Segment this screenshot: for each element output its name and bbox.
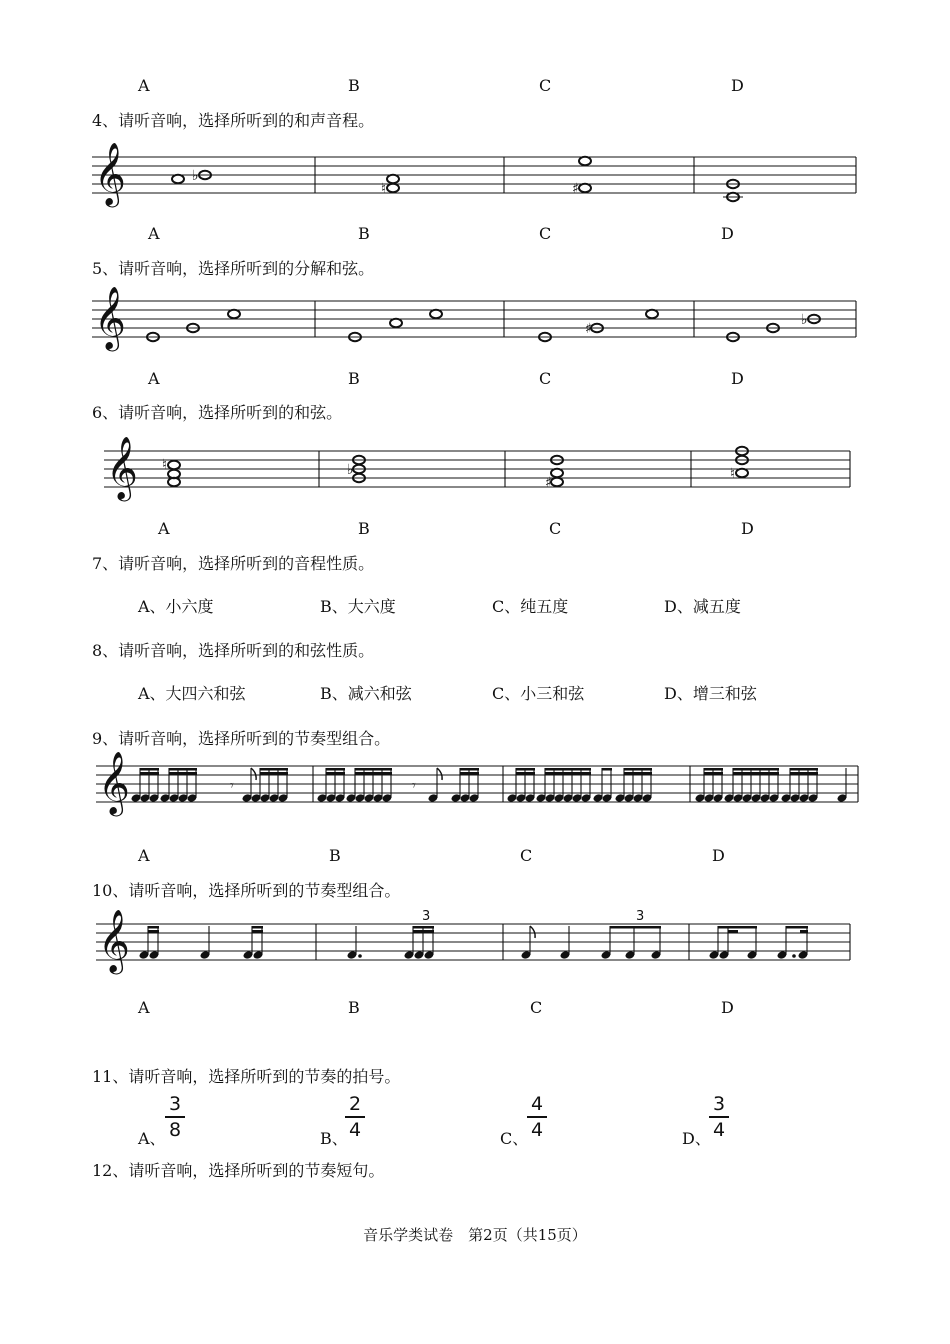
dot bbox=[358, 954, 362, 958]
question-4: 4、请听音响，选择所听到的和声音程。 bbox=[92, 111, 375, 130]
svg-text:♮: ♮ bbox=[162, 457, 168, 473]
beam bbox=[704, 768, 723, 771]
option-letter: C bbox=[539, 369, 552, 388]
beam bbox=[516, 772, 535, 775]
staff-q5 bbox=[0, 286, 950, 366]
option-a[interactable]: A、大四六和弦 bbox=[138, 684, 246, 703]
option-letter: B bbox=[348, 369, 360, 388]
option-a[interactable]: A、小六度 bbox=[138, 597, 214, 616]
option-b[interactable]: B、大六度 bbox=[320, 597, 396, 616]
beam bbox=[326, 768, 345, 771]
beam bbox=[355, 772, 392, 775]
time-signature-d: 3 4 bbox=[709, 1094, 729, 1140]
option-d[interactable]: D、 bbox=[682, 1129, 711, 1148]
treble-clef-icon: 𝄞 bbox=[98, 909, 130, 972]
question-12: 12、请听音响，选择所听到的节奏短句。 bbox=[92, 1161, 385, 1180]
beam bbox=[718, 926, 757, 929]
svg-text:♭: ♭ bbox=[801, 312, 808, 328]
option-letter: C bbox=[530, 998, 543, 1017]
question-9: 9、请听音响，选择所听到的节奏型组合。 bbox=[92, 729, 391, 748]
beam bbox=[326, 772, 345, 775]
option-c[interactable]: C、纯五度 bbox=[492, 597, 569, 616]
beam bbox=[790, 772, 818, 775]
option-c[interactable]: C、 bbox=[500, 1129, 529, 1148]
option-letter: B bbox=[348, 998, 360, 1017]
option-letter: D bbox=[721, 998, 734, 1017]
beam bbox=[733, 768, 779, 771]
beam bbox=[704, 772, 723, 775]
option-letter: C bbox=[539, 224, 552, 243]
rest-icon: 𝄾 bbox=[412, 778, 416, 794]
option-letter: A bbox=[138, 998, 150, 1017]
beam bbox=[516, 768, 535, 771]
option-letter: C bbox=[539, 76, 552, 95]
beam bbox=[140, 768, 159, 771]
option-c[interactable]: C、小三和弦 bbox=[492, 684, 585, 703]
question-7: 7、请听音响，选择所听到的音程性质。 bbox=[92, 554, 375, 573]
beam bbox=[624, 772, 652, 775]
question-6: 6、请听音响，选择所听到的和弦。 bbox=[92, 403, 343, 422]
option-letter: D bbox=[712, 846, 725, 865]
beam bbox=[252, 930, 263, 933]
treble-clef-icon: 𝄞 bbox=[98, 751, 130, 814]
beam bbox=[148, 926, 159, 929]
triplet-mark: 3 bbox=[636, 909, 645, 924]
note-flag bbox=[437, 768, 442, 780]
option-letter: A bbox=[158, 519, 170, 538]
staff-q4 bbox=[0, 140, 950, 220]
option-d[interactable]: D、减五度 bbox=[664, 597, 741, 616]
rest-icon: 𝄾 bbox=[230, 778, 234, 794]
option-letter: B bbox=[358, 519, 370, 538]
beam bbox=[545, 768, 591, 771]
note-flag bbox=[530, 926, 535, 938]
option-letter: C bbox=[549, 519, 562, 538]
beam bbox=[790, 768, 818, 771]
time-signature-a: 3 8 bbox=[165, 1094, 185, 1140]
beam bbox=[252, 926, 263, 929]
beam bbox=[413, 926, 434, 929]
beam bbox=[169, 772, 197, 775]
svg-text:♮: ♮ bbox=[381, 181, 387, 197]
option-letter: D bbox=[731, 76, 744, 95]
beam bbox=[728, 930, 738, 933]
treble-clef-icon: 𝄞 bbox=[94, 286, 126, 349]
beam bbox=[786, 926, 808, 929]
beam bbox=[355, 768, 392, 771]
triplet-mark: 3 bbox=[422, 909, 431, 924]
treble-clef-icon: 𝄞 bbox=[106, 436, 138, 499]
svg-text:♭: ♭ bbox=[192, 168, 199, 184]
staff-q6 bbox=[0, 434, 950, 514]
question-5: 5、请听音响，选择所听到的分解和弦。 bbox=[92, 259, 375, 278]
dot bbox=[792, 954, 796, 958]
option-letter: D bbox=[721, 224, 734, 243]
option-b[interactable]: B、 bbox=[320, 1129, 348, 1148]
question-11: 11、请听音响，选择所听到的节奏的拍号。 bbox=[92, 1067, 401, 1086]
beam bbox=[260, 768, 288, 771]
page-footer: 音乐学类试卷 第2页（共15页） bbox=[363, 1226, 587, 1244]
option-d[interactable]: D、增三和弦 bbox=[664, 684, 757, 703]
beam bbox=[460, 768, 479, 771]
svg-text:♮: ♮ bbox=[730, 466, 736, 482]
time-signature-b: 2 4 bbox=[345, 1094, 365, 1140]
option-letter: D bbox=[741, 519, 754, 538]
option-letter: C bbox=[520, 846, 533, 865]
beam bbox=[610, 926, 661, 929]
option-a[interactable]: A、 bbox=[138, 1129, 166, 1148]
option-b[interactable]: B、减六和弦 bbox=[320, 684, 412, 703]
beam bbox=[733, 772, 779, 775]
beam bbox=[545, 772, 591, 775]
option-letter: D bbox=[731, 369, 744, 388]
beam bbox=[602, 768, 612, 771]
beam bbox=[413, 930, 434, 933]
svg-text:♯: ♯ bbox=[572, 181, 579, 197]
beam bbox=[460, 772, 479, 775]
treble-clef-icon: 𝄞 bbox=[94, 142, 126, 205]
beam bbox=[260, 772, 288, 775]
option-letter: A bbox=[138, 846, 150, 865]
question-10: 10、请听音响，选择所听到的节奏型组合。 bbox=[92, 881, 401, 900]
svg-text:♯: ♯ bbox=[545, 475, 552, 491]
option-letter: B bbox=[348, 76, 360, 95]
staff-q9 bbox=[0, 751, 950, 840]
option-letter: A bbox=[148, 224, 160, 243]
option-letter: A bbox=[148, 369, 160, 388]
staff-q10 bbox=[0, 904, 950, 984]
time-signature-c: 4 4 bbox=[527, 1094, 547, 1140]
beam bbox=[624, 768, 652, 771]
note-flag bbox=[251, 768, 256, 780]
beam bbox=[169, 768, 197, 771]
beam bbox=[140, 772, 159, 775]
option-letter: B bbox=[329, 846, 341, 865]
question-8: 8、请听音响，选择所听到的和弦性质。 bbox=[92, 641, 375, 660]
option-letter: A bbox=[138, 76, 150, 95]
svg-text:♯: ♯ bbox=[585, 321, 592, 337]
beam bbox=[800, 930, 808, 933]
svg-text:♭: ♭ bbox=[347, 462, 354, 478]
option-letter: B bbox=[358, 224, 370, 243]
beam bbox=[148, 930, 159, 933]
